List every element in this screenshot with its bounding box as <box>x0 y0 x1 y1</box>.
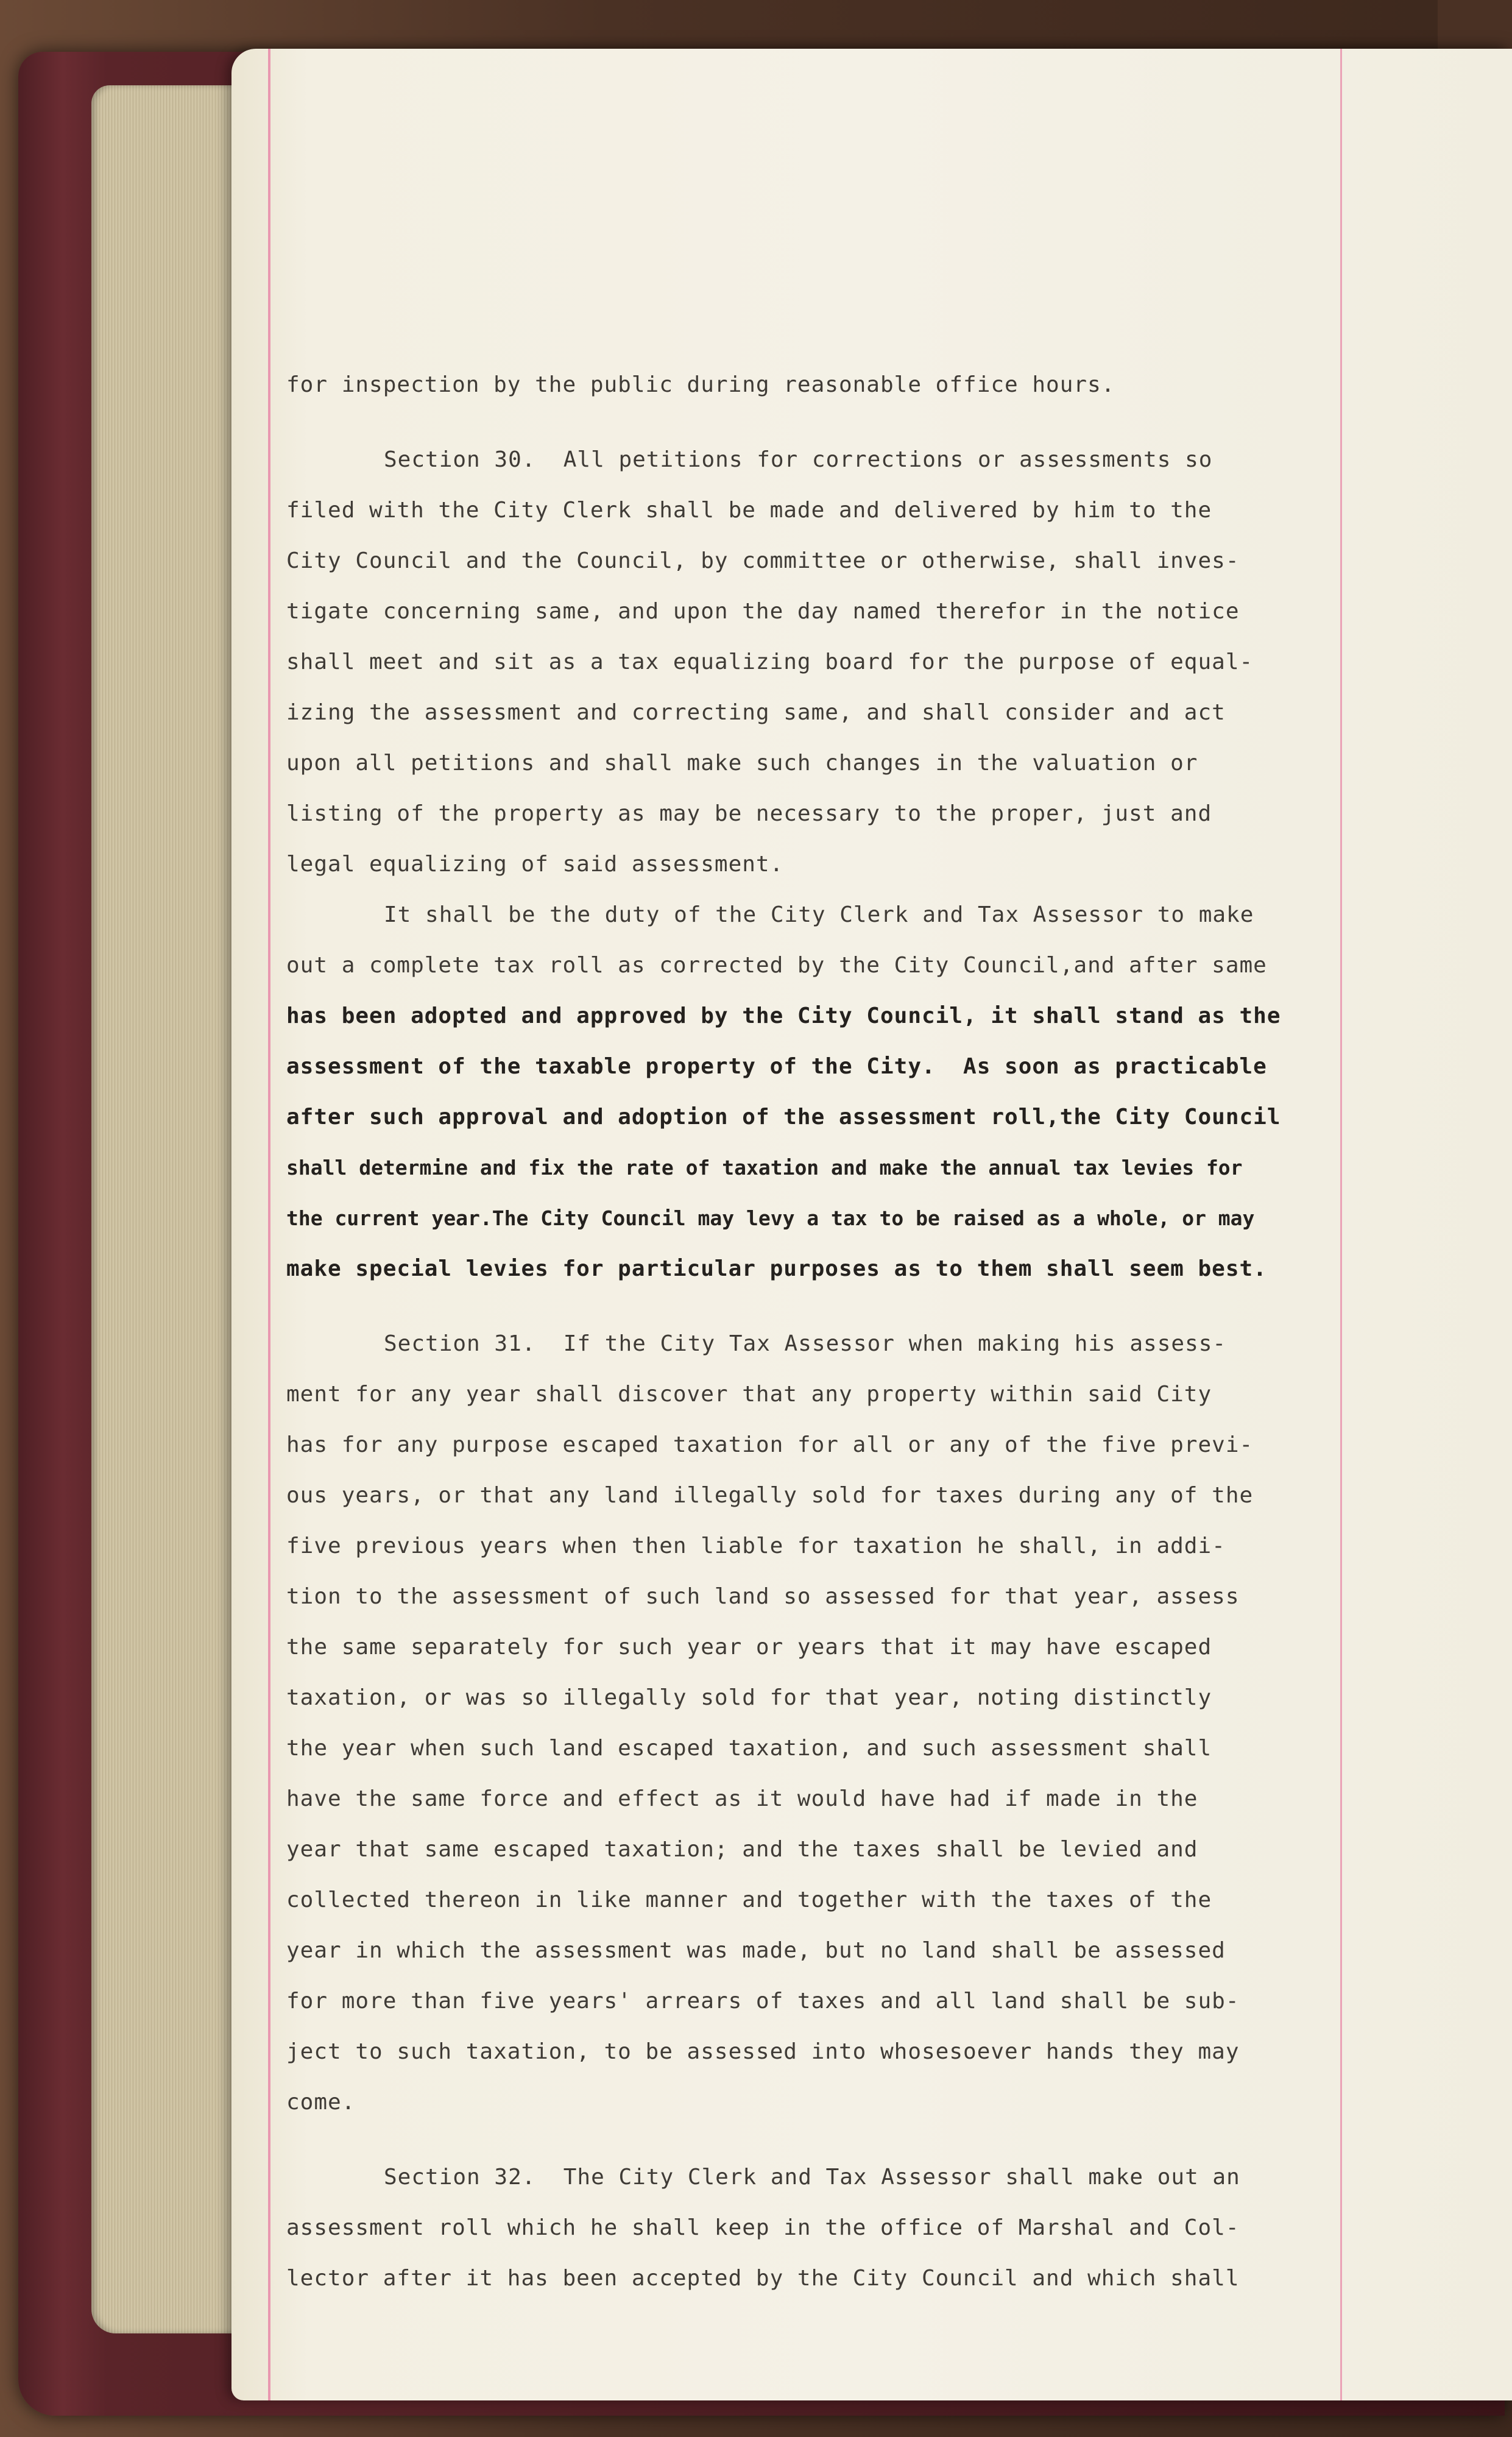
text-line: the year when such land escaped taxation, and such assessment shall <box>286 1736 1212 1761</box>
text-line: shall meet and sit as a tax equalizing board for the purpose of equal- <box>286 649 1254 674</box>
text-line: lector after it has been accepted by the City Council and which shall <box>286 2266 1240 2291</box>
text-line: assessment roll which he shall keep in the office of Marshal and Col- <box>286 2215 1240 2240</box>
right-margin-rule <box>1340 49 1342 2400</box>
text-line: five previous years when then liable for taxation he shall, in addi- <box>286 1533 1226 1558</box>
text-line: legal equalizing of said assessment. <box>286 852 784 877</box>
text-line: izing the assessment and correcting same, and shall consider and act <box>286 700 1226 725</box>
paragraph-intro <box>286 359 1334 410</box>
text-line: tigate concerning same, and upon the day named therefor in the notice <box>286 599 1240 624</box>
text-line: have the same force and effect as it would have had if made in the <box>286 1786 1198 1811</box>
amended-text-line: has been adopted and approved by the City Council, it shall stand as the <box>286 1003 1281 1028</box>
text-line: for inspection by the public during reasonable office hours. <box>286 372 1115 397</box>
text-line: City Council and the Council, by committee or otherwise, shall inves- <box>286 548 1240 573</box>
amended-text-line: shall determine and fix the rate of taxation and make the annual tax levies for <box>286 1156 1243 1180</box>
text-line: ment for any year shall discover that any property within said City <box>286 1382 1212 1407</box>
paragraph-gap <box>286 1294 1334 1318</box>
amended-text-line: assessment of the taxable property of the City. As soon as practicable <box>286 1054 1267 1079</box>
text-line: come. <box>286 2090 356 2115</box>
text-line: listing of the property as may be necessary to the proper, just and <box>286 801 1212 826</box>
paragraph-section-31 <box>286 1318 1334 2128</box>
section-30-heading-line: Section 30. All petitions for corrections or assessments so <box>384 447 1213 472</box>
text-line: the same separately for such year or years that it may have escaped <box>286 1635 1212 1660</box>
paragraph-section-30 <box>286 434 1334 890</box>
corner-shadow <box>1438 0 1512 55</box>
amended-text-line: after such approval and adoption of the assessment roll,the City Council <box>286 1105 1281 1130</box>
text-line: upon all petitions and shall make such changes in the valuation or <box>286 751 1198 776</box>
page-text <box>286 359 1334 2304</box>
amended-text-line: make special levies for particular purposes as to them shall seem best. <box>286 1256 1267 1281</box>
paragraph-section-32 <box>286 2152 1334 2304</box>
amended-text-line: the current year.The City Council may levy a tax to be raised as a whole, or may <box>286 1206 1255 1230</box>
left-margin-rule <box>268 49 270 2400</box>
text-line: tion to the assessment of such land so assessed for that year, assess <box>286 1584 1240 1609</box>
text-line: has for any purpose escaped taxation for all or any of the five previ- <box>286 1432 1254 1457</box>
text-line: collected thereon in like manner and together with the taxes of the <box>286 1887 1212 1912</box>
text-line: It shall be the duty of the City Clerk and Tax Assessor to make <box>384 902 1254 927</box>
text-line: out a complete tax roll as corrected by the City Council,and after same <box>286 953 1267 978</box>
paragraph-gap <box>286 2128 1334 2152</box>
text-line: year that same escaped taxation; and the taxes shall be levied and <box>286 1837 1198 1862</box>
text-line: for more than five years' arrears of taxes and all land shall be sub- <box>286 1989 1240 2014</box>
paragraph-duty <box>286 890 1334 1294</box>
paragraph-gap <box>286 410 1334 434</box>
text-line: ous years, or that any land illegally sold for taxes during any of the <box>286 1483 1254 1508</box>
text-line: filed with the City Clerk shall be made and delivered by him to the <box>286 498 1212 523</box>
text-line: taxation, or was so illegally sold for that year, noting distinctly <box>286 1685 1212 1710</box>
section-31-heading-line: Section 31. If the City Tax Assessor when making his assess- <box>384 1331 1227 1356</box>
text-line: ject to such taxation, to be assessed into whosesoever hands they may <box>286 2039 1240 2064</box>
text-line: year in which the assessment was made, but no land shall be assessed <box>286 1938 1226 1963</box>
section-32-heading-line: Section 32. The City Clerk and Tax Assessor shall make out an <box>384 2165 1240 2190</box>
